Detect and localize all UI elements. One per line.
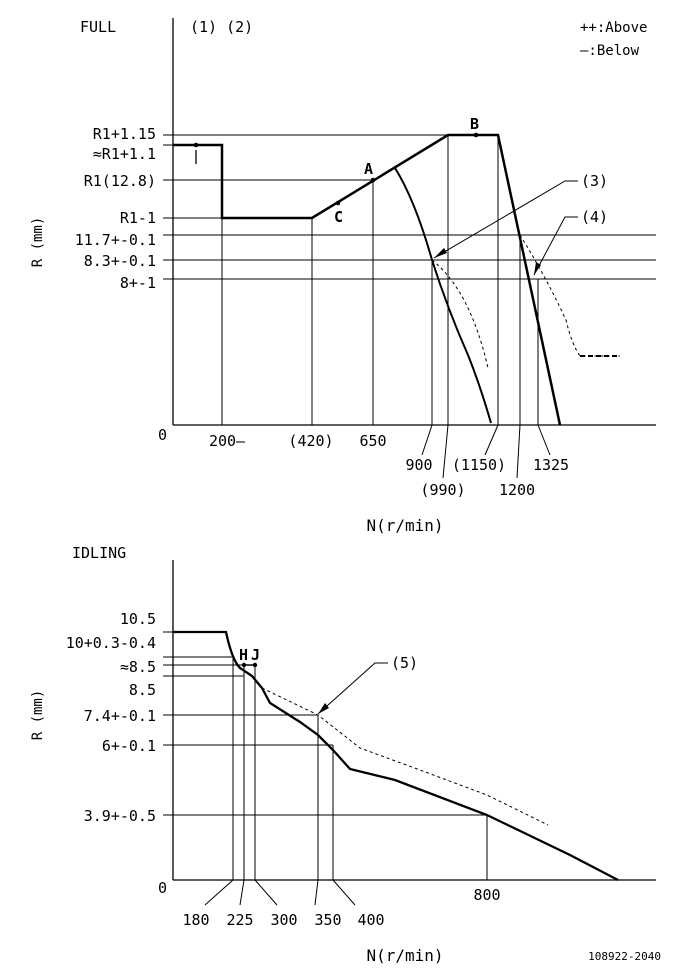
- idling-reference-lines: [173, 657, 487, 880]
- idling-y-label-approx-8-5: ≈8.5: [119, 658, 156, 676]
- idling-x-label-300: 300: [270, 911, 298, 929]
- y-labels: [75, 125, 156, 292]
- y-label-approx-r1-plus-1-1: ≈R1+1.1: [92, 145, 156, 163]
- x-label-1150: (1150): [451, 456, 507, 474]
- y-label-8-3: 8.3+-0.1: [83, 252, 156, 270]
- idling-y-labels: [66, 610, 156, 825]
- x-label-1200: 1200: [498, 481, 536, 499]
- y-label-r1-minus-1: R1-1: [119, 209, 156, 227]
- x-label-650: 650: [359, 432, 387, 450]
- y-label-8: 8+-1: [119, 274, 156, 292]
- idling-y-label-10-5: 10.5: [119, 610, 156, 628]
- callout-5-leader: [318, 663, 388, 714]
- idling-y-label-7-4: 7.4+-0.1: [83, 707, 156, 725]
- point-c-label: C: [334, 208, 344, 226]
- point-h-label: H: [239, 646, 249, 664]
- idling-x-label-225: 225: [226, 911, 254, 929]
- full-title: FULL: [80, 18, 117, 36]
- dashed-curve-4: [520, 235, 620, 356]
- droop-curve-3: [395, 168, 491, 423]
- point-b: [474, 133, 479, 138]
- idling-x-labels: [182, 886, 500, 929]
- idling-y-label-10: 10+0.3-0.4: [65, 634, 156, 652]
- x-label-200: 200—: [208, 432, 246, 450]
- idling-y-ticks: [163, 632, 173, 815]
- y-label-r1-plus-1-15: R1+1.15: [92, 125, 156, 143]
- origin-label: 0: [158, 426, 168, 444]
- idling-x-label-350: 350: [314, 911, 342, 929]
- callout-4-label: (4): [581, 208, 609, 226]
- idling-y-axis-label: R (mm): [30, 689, 46, 741]
- point-labels: [334, 115, 479, 226]
- y-ticks: [163, 135, 173, 279]
- idling-x-label-400: 400: [357, 911, 385, 929]
- idling-y-label-6: 6+-0.1: [101, 737, 156, 755]
- x-label-990: (990): [420, 481, 466, 499]
- x-label-420: (420): [288, 432, 334, 450]
- point-a: [371, 178, 376, 183]
- y-axis-label: R (mm): [30, 216, 46, 268]
- callout-3-label: (3): [581, 172, 609, 190]
- x-label-900: 900: [405, 456, 433, 474]
- dashed-curve-3: [432, 260, 488, 368]
- point-a-label: A: [364, 160, 374, 178]
- full-load-chart: [30, 18, 656, 535]
- arrow-5: [318, 703, 329, 714]
- idling-x-label-180: 180: [182, 911, 210, 929]
- idling-y-label-8-5: 8.5: [128, 681, 156, 699]
- point-c: [336, 201, 341, 206]
- legend-below: —:Below: [580, 43, 640, 59]
- idling-origin-label: 0: [158, 879, 168, 897]
- idling-x-label-800: 800: [473, 886, 501, 904]
- idling-x-leaders: [205, 880, 355, 905]
- legend-above: ++:Above: [580, 20, 648, 36]
- point-b-label: B: [470, 115, 480, 133]
- y-label-11-7: 11.7+-0.1: [74, 231, 156, 249]
- full-load-curve: [173, 135, 560, 425]
- x-labels: [209, 432, 569, 499]
- idling-dashed-curve: [262, 688, 548, 825]
- idling-chart: [30, 544, 656, 965]
- y-label-r1: R1(12.8): [83, 172, 156, 190]
- x-label-1325: 1325: [532, 456, 570, 474]
- idling-y-label-3-9: 3.9+-0.5: [83, 807, 156, 825]
- markers-label: (1) (2): [190, 18, 254, 36]
- callout-leaders: [434, 181, 578, 275]
- idling-x-axis-label: N(r/min): [366, 946, 444, 965]
- callout-5-label: (5): [391, 654, 419, 672]
- arrow-3: [434, 248, 447, 258]
- point-i: [194, 143, 199, 148]
- document-number: 108922-2040: [588, 950, 661, 963]
- point-j-label: J: [251, 646, 261, 664]
- x-axis-label: N(r/min): [366, 516, 444, 535]
- idling-title: IDLING: [72, 544, 127, 562]
